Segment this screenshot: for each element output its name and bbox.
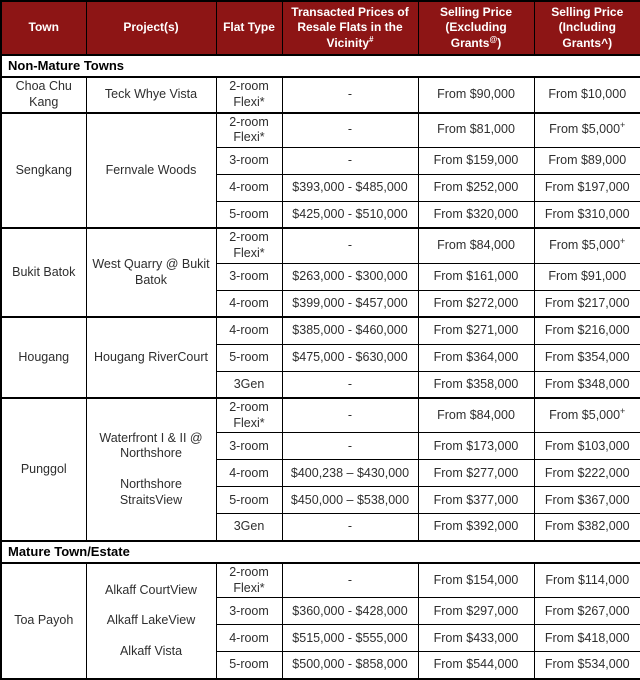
flat-type-cell: 3-room [216, 598, 282, 625]
flat-type-cell: 3-room [216, 433, 282, 460]
price-excluding-cell: From $159,000 [418, 147, 534, 174]
price-including-cell [534, 344, 640, 371]
resale-price-cell: $425,000 - $510,000 [282, 201, 418, 228]
section-title: Non-Mature Towns [1, 55, 640, 77]
town-cell: Bukit Batok [1, 228, 86, 317]
price-including-value: From $348,000 [544, 376, 630, 391]
col-header-flat-type [216, 1, 282, 55]
resale-price-cell: $393,000 - $485,000 [282, 174, 418, 201]
col-header-town [1, 1, 86, 55]
price-including-cell [534, 652, 640, 679]
table-row [1, 398, 640, 433]
resale-price-cell: $515,000 - $555,000 [282, 625, 418, 652]
resale-price-cell: $475,000 - $630,000 [282, 344, 418, 371]
price-including-value: From $5,000 [549, 238, 621, 253]
price-including-cell [534, 487, 640, 514]
resale-price-cell: - [282, 433, 418, 460]
flat-type-cell: 4-room [216, 460, 282, 487]
project-name: Alkaff Vista [119, 643, 183, 658]
header-label: ) [497, 35, 502, 50]
price-excluding-cell: From $544,000 [418, 652, 534, 679]
col-header-price-excluding-grants [418, 1, 534, 55]
price-excluding-cell: From $377,000 [418, 487, 534, 514]
flat-type-cell: 3-room [216, 147, 282, 174]
resale-price-cell: - [282, 228, 418, 263]
flat-type-cell: 4-room [216, 625, 282, 652]
table-row [1, 77, 640, 112]
flat-type-cell: 5-room [216, 201, 282, 228]
col-header-resale-prices [282, 1, 418, 55]
price-including-value: From $222,000 [544, 465, 630, 480]
price-including-value: From $5,000 [549, 122, 621, 137]
project-name: West Quarry @ Bukit Batok [92, 257, 210, 287]
table-row [1, 563, 640, 598]
price-excluding-cell: From $90,000 [418, 77, 534, 112]
price-excluding-cell: From $320,000 [418, 201, 534, 228]
flat-type-cell: 5-room [216, 487, 282, 514]
price-including-cell [534, 147, 640, 174]
town-cell: Punggol [1, 398, 86, 541]
project-name: Waterfront I & II @ Northshore [99, 430, 203, 461]
price-excluding-cell: From $84,000 [418, 398, 534, 433]
price-excluding-cell: From $272,000 [418, 290, 534, 317]
flat-type-cell: 2-room Flexi* [216, 398, 282, 433]
flat-type-cell: 4-room [216, 317, 282, 344]
price-including-value: From $10,000 [548, 87, 627, 102]
resale-price-cell: $450,000 – $538,000 [282, 487, 418, 514]
price-including-cell [534, 201, 640, 228]
resale-price-cell: - [282, 147, 418, 174]
price-including-cell [534, 460, 640, 487]
price-excluding-cell: From $154,000 [418, 563, 534, 598]
price-including-value: From $114,000 [545, 572, 630, 587]
project-name: Northshore StraitsView [119, 476, 183, 507]
flat-type-cell: 2-room Flexi* [216, 563, 282, 598]
price-including-cell [534, 371, 640, 398]
price-including-value: From $267,000 [544, 603, 630, 618]
price-including-cell [534, 174, 640, 201]
flat-type-cell: 2-room Flexi* [216, 77, 282, 112]
table-row [1, 113, 640, 148]
price-including-cell [534, 263, 640, 290]
project-name: Fernvale Woods [105, 162, 197, 177]
col-header-price-including-grants [534, 1, 640, 55]
price-superscript: + [620, 235, 626, 246]
resale-price-cell: $500,000 - $858,000 [282, 652, 418, 679]
price-superscript: + [620, 405, 626, 416]
price-including-cell [534, 514, 640, 541]
project-name: Hougang RiverCourt [94, 349, 208, 364]
header-label: Town [28, 20, 59, 35]
resale-price-cell: - [282, 371, 418, 398]
resale-price-cell: $263,000 - $300,000 [282, 263, 418, 290]
resale-price-cell: $400,238 – $430,000 [282, 460, 418, 487]
resale-price-cell: $399,000 - $457,000 [282, 290, 418, 317]
table-header [1, 1, 640, 55]
header-superscript: @ [489, 34, 498, 44]
resale-price-cell: $385,000 - $460,000 [282, 317, 418, 344]
col-header-projects [86, 1, 216, 55]
resale-price-cell: - [282, 514, 418, 541]
town-cell: Sengkang [1, 113, 86, 229]
header-label: Selling Price (Excluding Grants [439, 5, 513, 50]
price-excluding-cell: From $252,000 [418, 174, 534, 201]
price-including-cell [534, 598, 640, 625]
flat-type-cell: 2-room Flexi* [216, 228, 282, 263]
price-excluding-cell: From $173,000 [418, 433, 534, 460]
price-including-value: From $310,000 [544, 206, 630, 221]
header-superscript: # [369, 34, 374, 44]
header-row [1, 1, 640, 55]
price-including-cell [534, 625, 640, 652]
price-including-cell [534, 228, 640, 263]
price-excluding-cell: From $277,000 [418, 460, 534, 487]
price-excluding-cell: From $271,000 [418, 317, 534, 344]
section-row [1, 541, 640, 563]
resale-price-cell: - [282, 563, 418, 598]
section-row [1, 55, 640, 77]
price-including-cell [534, 317, 640, 344]
flat-type-cell: 2-room Flexi* [216, 113, 282, 148]
projects-cell [86, 113, 216, 229]
flat-type-cell: 3Gen [216, 514, 282, 541]
town-cell: Toa Payoh [1, 563, 86, 679]
price-including-value: From $103,000 [544, 438, 630, 453]
flat-type-cell: 4-room [216, 290, 282, 317]
resale-price-cell: $360,000 - $428,000 [282, 598, 418, 625]
project-name: Alkaff CourtView [105, 582, 197, 597]
price-including-value: From $354,000 [544, 349, 630, 364]
price-excluding-cell: From $364,000 [418, 344, 534, 371]
price-excluding-cell: From $297,000 [418, 598, 534, 625]
price-excluding-cell: From $392,000 [418, 514, 534, 541]
resale-price-cell: - [282, 398, 418, 433]
price-including-value: From $5,000 [549, 407, 621, 422]
flat-type-cell: 5-room [216, 344, 282, 371]
table-row [1, 228, 640, 263]
resale-price-cell: - [282, 113, 418, 148]
projects-cell [86, 317, 216, 398]
price-including-value: From $216,000 [544, 323, 630, 338]
price-excluding-cell: From $81,000 [418, 113, 534, 148]
project-name: Teck Whye Vista [104, 87, 198, 102]
price-excluding-cell: From $84,000 [418, 228, 534, 263]
price-including-value: From $418,000 [544, 630, 630, 645]
price-including-value: From $534,000 [544, 657, 630, 672]
flat-type-cell: 5-room [216, 652, 282, 679]
flat-type-cell: 4-room [216, 174, 282, 201]
header-label: Project(s) [123, 20, 179, 35]
price-including-value: From $89,000 [548, 153, 627, 168]
flat-type-cell: 3Gen [216, 371, 282, 398]
projects-cell [86, 398, 216, 541]
projects-cell [86, 228, 216, 317]
price-excluding-cell: From $358,000 [418, 371, 534, 398]
project-name: Alkaff LakeView [106, 613, 196, 628]
price-including-cell [534, 433, 640, 460]
table-row [1, 317, 640, 344]
price-including-value: From $367,000 [544, 492, 630, 507]
header-label: Transacted Prices of Resale Flats in the Vicinity [291, 5, 409, 50]
price-including-value: From $382,000 [544, 519, 630, 534]
header-label: Flat Type [223, 20, 275, 35]
price-including-cell [534, 77, 640, 112]
price-including-cell [534, 398, 640, 433]
table-body [1, 55, 640, 679]
section-title: Mature Town/Estate [1, 541, 640, 563]
projects-cell [86, 77, 216, 112]
header-label: Selling Price (Including Grants^) [551, 5, 624, 50]
resale-price-cell: - [282, 77, 418, 112]
price-including-cell [534, 290, 640, 317]
price-including-value: From $217,000 [544, 295, 630, 310]
price-including-cell [534, 563, 640, 598]
price-including-value: From $91,000 [548, 268, 627, 283]
price-including-cell [534, 113, 640, 148]
price-excluding-cell: From $161,000 [418, 263, 534, 290]
price-including-value: From $197,000 [544, 180, 630, 195]
flat-type-cell: 3-room [216, 263, 282, 290]
price-excluding-cell: From $433,000 [418, 625, 534, 652]
projects-cell [86, 563, 216, 679]
town-cell: Choa Chu Kang [1, 77, 86, 112]
price-superscript: + [620, 120, 626, 131]
town-cell: Hougang [1, 317, 86, 398]
